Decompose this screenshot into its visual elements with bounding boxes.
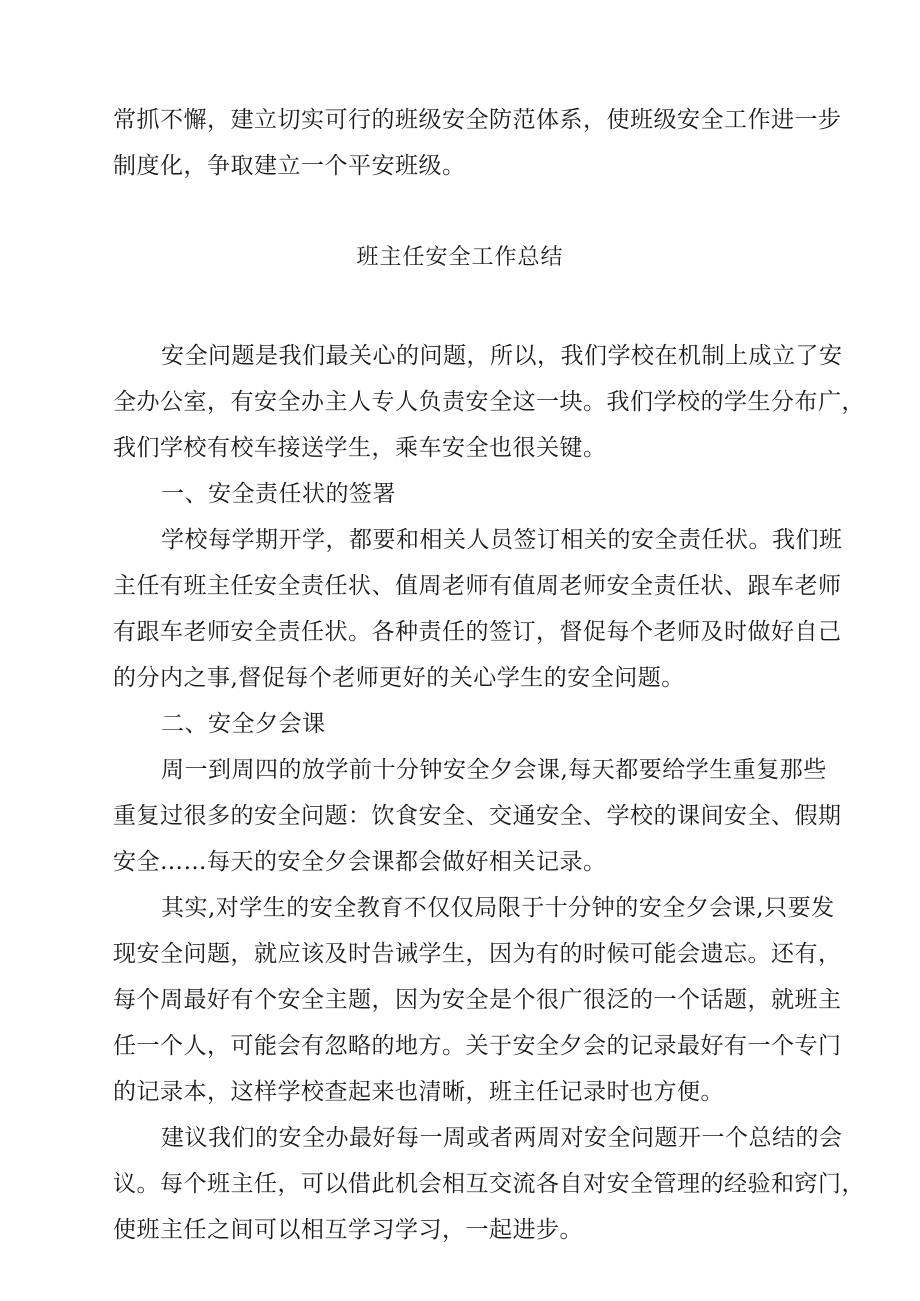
text-line: 其实,对学生的安全教育不仅仅局限于十分钟的安全夕会课,只要发 — [161, 895, 835, 921]
text-line: 周一到周四的放学前十分钟安全夕会课,每天都要给学生重复那些 — [161, 757, 827, 783]
text-line: 制度化，争取建立一个平安班级。 — [113, 153, 466, 179]
section-heading: 二、安全夕会课 — [161, 711, 326, 737]
text-line: 安全……每天的安全夕会课都会做好相关记录。 — [113, 849, 607, 875]
text-line: 的记录本，这样学校查起来也清晰，班主任记录时也方便。 — [113, 1079, 724, 1105]
text-line: 我们学校有校车接送学生，乘车安全也很关键。 — [113, 435, 607, 461]
text-line: 的分内之事,督促每个老师更好的关心学生的安全问题。 — [113, 665, 685, 691]
body-text — [113, 333, 865, 1253]
text-line: 每个周最好有个安全主题，因为安全是个很广很泛的一个话题，就班主 — [113, 987, 842, 1013]
section-heading: 一、安全责任状的签署 — [161, 481, 396, 507]
text-line: 有跟车老师安全责任状。各种责任的签订，督促每个老师及时做好自己 — [113, 619, 842, 645]
document-title: 班主任安全工作总结 — [356, 245, 564, 270]
text-line: 现安全问题，就应该及时告诫学生，因为有的时候可能会遗忘。还有， — [113, 941, 842, 967]
intro-paragraph — [113, 97, 842, 189]
text-line: 安全问题是我们最关心的问题，所以，我们学校在机制上成立了安 — [161, 343, 843, 369]
text-line: 学校每学期开学，都要和相关人员签订相关的安全责任状。我们班 — [161, 527, 843, 553]
text-line: 重复过很多的安全问题：饮食安全、交通安全、学校的课间安全、假期 — [113, 803, 842, 829]
text-line: 全办公室，有安全办主人专人负责安全这一块。我们学校的学生分布广， — [113, 389, 865, 415]
text-line: 常抓不懈，建立切实可行的班级安全防范体系，使班级安全工作进一步 — [113, 107, 842, 133]
text-line: 建议我们的安全办最好每一周或者两周对安全问题开一个总结的会 — [161, 1125, 843, 1151]
text-line: 议。每个班主任，可以借此机会相互交流各自对安全管理的经验和窍门， — [113, 1171, 865, 1197]
text-line: 使班主任之间可以相互学习学习，一起进步。 — [113, 1217, 583, 1243]
text-line: 任一个人，可能会有忽略的地方。关于安全夕会的记录最好有一个专门 — [113, 1033, 842, 1059]
text-line: 主任有班主任安全责任状、值周老师有值周老师安全责任状、跟车老师 — [113, 573, 842, 599]
